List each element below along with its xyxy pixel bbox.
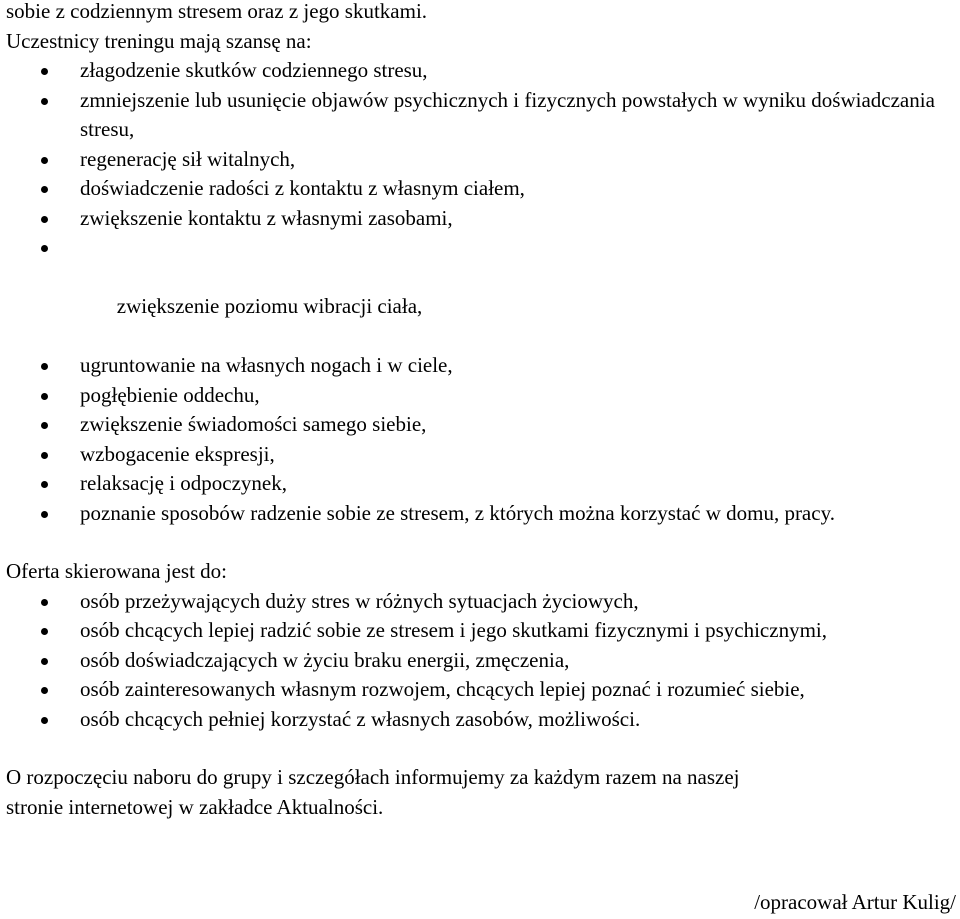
list-item-text: ugruntowanie na własnych nogach i w ciele, — [80, 353, 453, 377]
list-item-text: osób chcących lepiej radzić sobie ze stresem i jego skutkami fizycznymi i psychicznymi, — [80, 618, 827, 642]
list-item-text: pogłębienie oddechu, — [80, 382, 260, 407]
list-item-text: zwiększenie świadomości samego siebie, — [80, 412, 427, 436]
participants-heading: Uczestnicy treningu mają szansę na: — [6, 28, 312, 53]
list-item-text: zwiększenie kontaktu z własnymi zasobami, — [80, 205, 453, 230]
list-item-text: osób zainteresowanych własnym rozwojem, chcących lepiej poznać i rozumieć siebie, — [80, 677, 805, 701]
list-item-text: osób chcących pełniej korzystać z własnych zasobów, możliwości. — [80, 706, 641, 731]
offer-heading: Oferta skierowana jest do: — [6, 559, 228, 583]
info-line-1: O rozpoczęciu naboru do grupy i szczegółach informujemy za każdym razem na naszej — [6, 765, 740, 789]
list-item-text: relaksację i odpoczynek, — [80, 471, 287, 495]
list-item-text: osób doświadczających w życiu braku energii, zmęczenia, — [80, 647, 570, 672]
intro-continuation: sobie z codziennym stresem oraz z jego skutkami. — [6, 0, 428, 23]
list-item-text: doświadczenie radości z kontaktu z własnym ciałem, — [80, 176, 525, 200]
list-item-text: złagodzenie skutków codziennego stresu, — [80, 58, 428, 82]
list-item-text: zmniejszenie lub usunięcie objawów psychicznych i fizycznych powstałych w wyniku doświadczania stresu, — [80, 87, 935, 141]
info-line-2: stronie internetowej w zakładce Aktualności. — [6, 794, 384, 819]
list-item-text: poznanie sposobów radzenie sobie ze stresem, z których można korzystać w domu, pracy. — [80, 500, 835, 525]
list-item-text: osób przeżywających duży stres w różnych sytuacjach życiowych, — [80, 588, 639, 613]
list-item-text: zwiększenie poziomu wibracji ciała, — [111, 294, 423, 318]
list-item-text: wzbogacenie ekspresji, — [80, 441, 275, 466]
signature: /opracował Artur Kulig/ — [754, 890, 956, 914]
list-item-text: regenerację sił witalnych, — [80, 146, 296, 171]
